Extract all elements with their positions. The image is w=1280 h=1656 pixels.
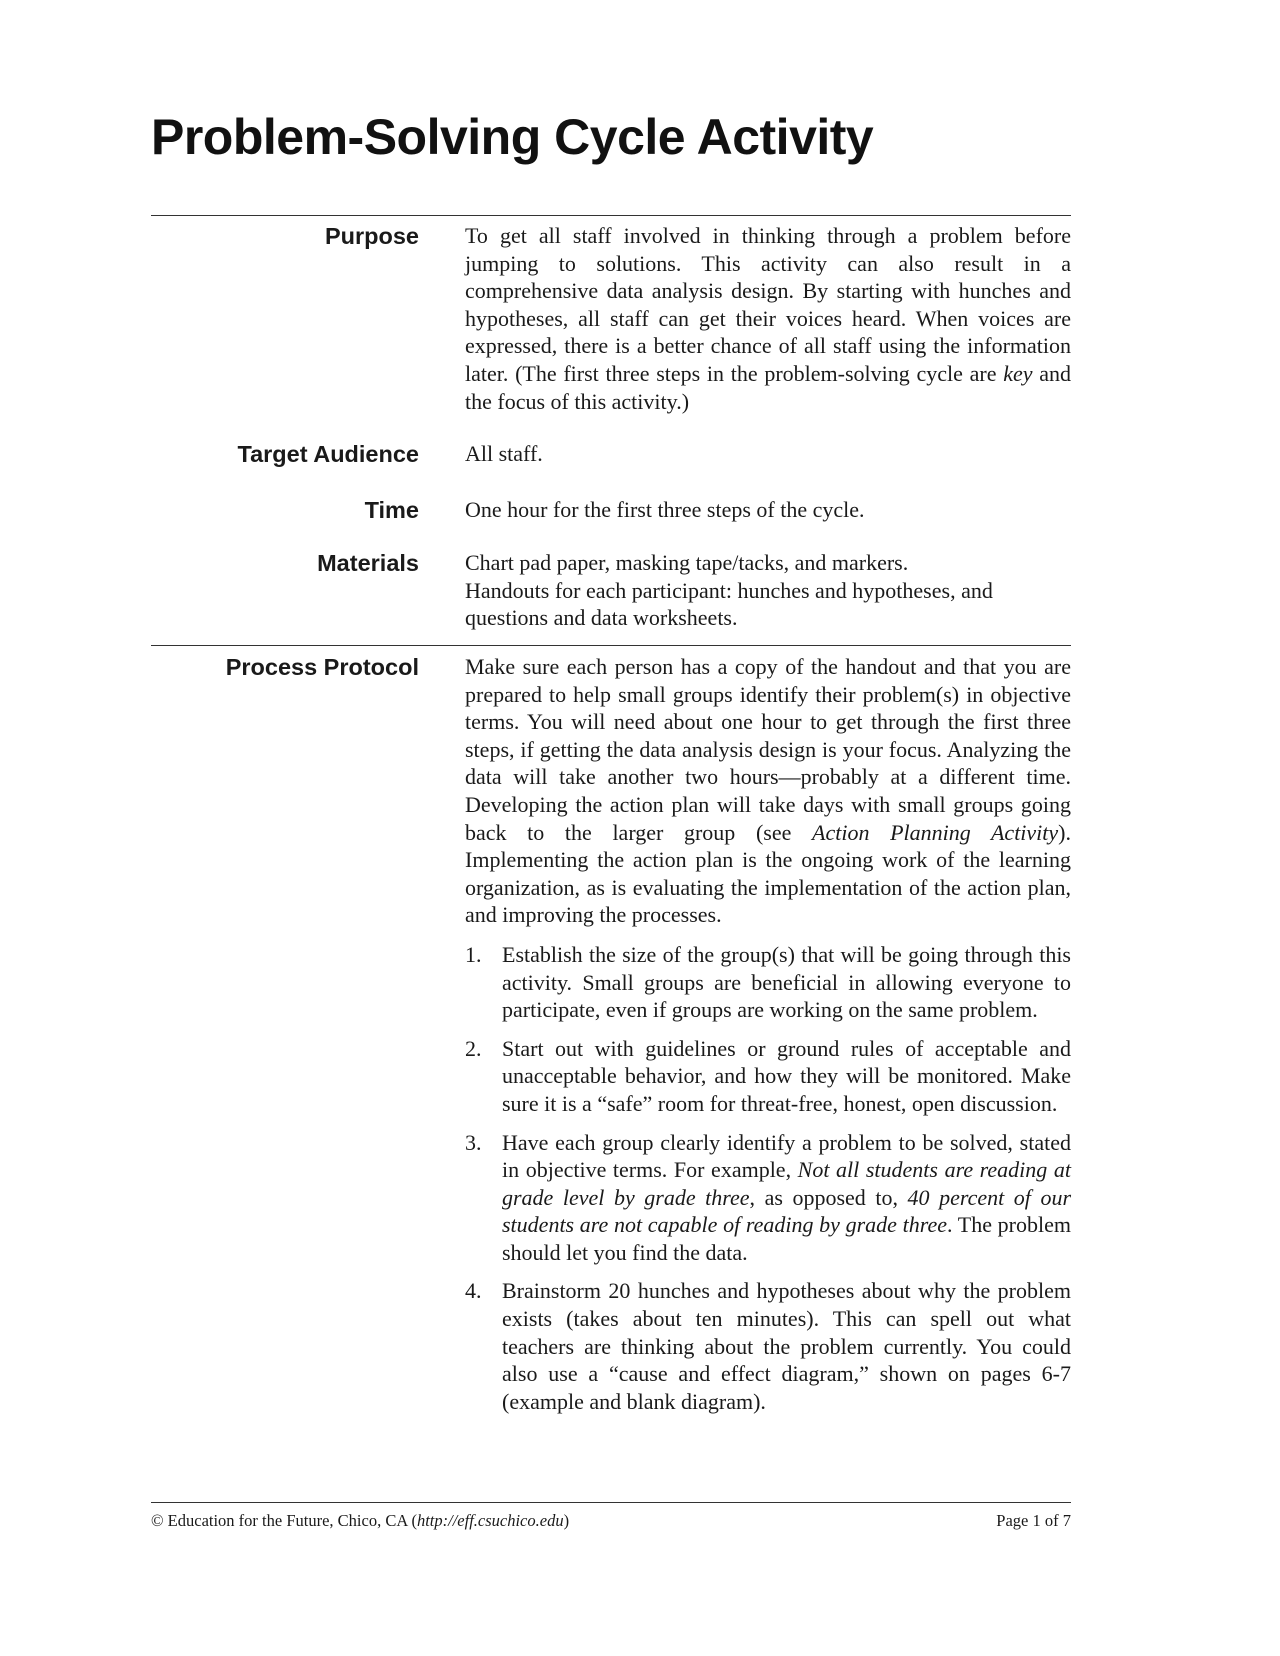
target-audience-text: [465, 440, 1071, 468]
step-number: 3.: [465, 1129, 482, 1155]
step-number: 1.: [465, 941, 482, 967]
step-example-1: Not all students are reading at grade level by grade three: [502, 1157, 1072, 1210]
footer-credit-url: http://eff.csuchico.edu: [416, 1511, 564, 1530]
footer-credit-close: ): [563, 1511, 570, 1530]
process-protocol-intro: [465, 653, 1071, 929]
step-text-part1: Have each group clearly identify a problem to be solved, stated in objective terms. For example,: [502, 1129, 1071, 1183]
step-text-part3: . The problem should let you find the data.: [502, 1212, 1071, 1265]
materials-line-1: Chart pad paper, masking tape/tacks, and markers.: [465, 550, 909, 575]
process-intro-emphasis: Action Planning Activity: [812, 819, 1059, 845]
purpose-text-part1: To get all staff involved in thinking through a problem before jumping to solutions. This activity can also result in a comprehensive data analysis design. By starting with hunches and hypotheses, all staff can get their voices heard. When voices are expressed, there is a better chance of all staff using the information later. (The first three steps in the problem-solving cycle are: [465, 223, 1071, 386]
step-text: Establish the size of the group(s) that will be going through this activity. Small groups are beneficial in allowing everyone to participate, even if groups are working on the same problem.: [502, 941, 1071, 1023]
process-intro-part1: Make sure each person has a copy of the handout and that you are prepared to help small groups identify their problem(s) in objective terms. You will need about one hour to get through the first three steps, if getting the data analysis design is your focus. Analyzing the data will take another two hours—probably at a different time. Developing the action plan will take days with small groups going back to the larger group (see: [465, 654, 1071, 845]
step-text: Start out with guidelines or ground rules of acceptable and unacceptable behavior, and how they will be monitored. Make sure it is a “safe” room for threat-free, honest, open discussion.: [502, 1035, 1071, 1116]
materials-text: [465, 549, 1071, 632]
footer-divider: [151, 1502, 1071, 1503]
time-text: [465, 496, 1071, 524]
process-steps-list: [465, 941, 1071, 1416]
materials-line-2: Handouts for each participant: hunches and hypotheses, and questions and data worksheets.: [465, 577, 993, 631]
process-step-1: [465, 941, 1071, 1024]
process-step-3: [465, 1129, 1071, 1267]
purpose-text-emphasis: key: [1003, 360, 1033, 386]
top-divider: [151, 215, 1071, 216]
process-intro-part2: ). Implementing the action plan is the ongoing work of the learning organization, as is evaluating the implementation of the action plan, and improving the processes.: [465, 819, 1071, 928]
purpose-text-part2: and the focus of this activity.): [465, 360, 1072, 414]
step-text: Brainstorm 20 hunches and hypotheses about why the problem exists (takes about ten minutes). This can spell out what teachers are thinking about the problem currently. You could also use a “cause and effect diagram,” shown on pages 6-7 (example and blank diagram).: [502, 1278, 1071, 1414]
target-audience-label: Target Audience: [237, 441, 419, 467]
process-protocol-content: [465, 653, 1071, 1426]
middle-divider: [151, 645, 1071, 646]
target-audience-value: All staff.: [465, 441, 543, 466]
process-step-4: [465, 1277, 1071, 1415]
time-label: Time: [364, 497, 419, 523]
process-step-2: [465, 1035, 1071, 1118]
page-title: Problem-Solving Cycle Activity: [151, 109, 874, 165]
process-protocol-label: Process Protocol: [225, 654, 419, 680]
footer-credit-text: © Education for the Future, Chico, CA (: [151, 1511, 417, 1530]
materials-label: Materials: [317, 550, 419, 576]
step-number: 4.: [465, 1278, 482, 1304]
time-value: One hour for the first three steps of the cycle.: [465, 497, 865, 522]
step-text-part2: , as opposed to,: [749, 1184, 908, 1210]
step-number: 2.: [465, 1035, 482, 1061]
footer-page-number: Page 1 of 7: [996, 1511, 1071, 1530]
footer-credit: [151, 1511, 569, 1531]
purpose-label: Purpose: [324, 223, 419, 249]
step-example-2: 40 percent of our students are not capable of reading by grade three: [502, 1184, 1072, 1238]
purpose-text: [465, 222, 1071, 415]
